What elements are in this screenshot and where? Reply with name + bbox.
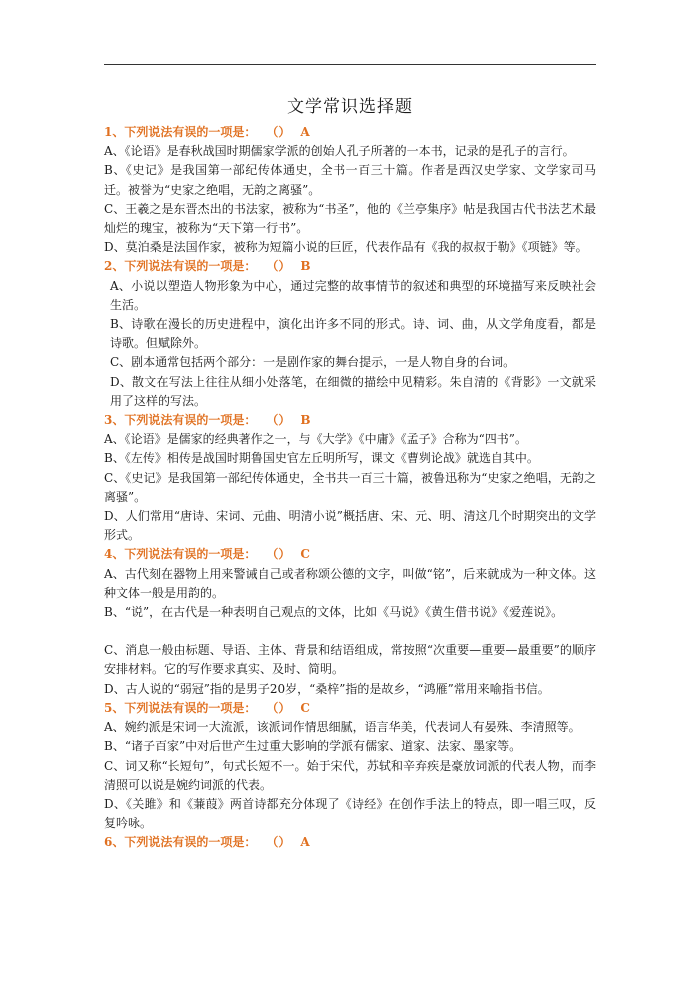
question-stem: 5、下列说法有误的一项是： （） C xyxy=(104,700,310,715)
question-stem: 6、下列说法有误的一项是： （） A xyxy=(104,835,310,850)
option-text: D、古人说的“弱冠”指的是男子20岁，“桑梓”指的是故乡，“鸿雁”常用来喻指书信。 xyxy=(104,681,550,696)
option-text: B、诗歌在漫长的历史进程中，演化出许多不同的形式。诗、词、曲，从文学角度看，都是诗歌。但赋除外。 xyxy=(110,317,596,351)
question-stem: 1、下列说法有误的一项是： （） A xyxy=(104,125,310,139)
option-text: B、“诸子百家”中对后世产生过重大影响的学派有儒家、道家、法家、墨家等。 xyxy=(104,739,522,754)
option-text: C、词又称“长短句”，句式长短不一。始于宋代，苏轼和辛弃疾是豪放词派的代表人物，而李清照可以说是婉约词派的代表。 xyxy=(104,758,596,792)
answer-key: A xyxy=(300,125,310,139)
header-rule xyxy=(104,64,596,65)
option-text: A、《论语》是春秋战国时期儒家学派的创始人孔子所著的一本书，记录的是孔子的言行。 xyxy=(104,144,575,159)
option-text: A、《论语》是儒家的经典著作之一，与《大学》《中庸》《孟子》合称为“四书”。 xyxy=(104,432,527,447)
document-title: 文学常识选择题 xyxy=(287,97,413,117)
question-list xyxy=(104,123,596,853)
option-text: C、《史记》是我国第一部纪传体通史，全书共一百三十篇，被鲁迅称为“史家之绝唱，无韵之离骚”。 xyxy=(104,470,596,504)
answer-key: C xyxy=(300,547,310,562)
question-stem: 2、下列说法有误的一项是： （） B xyxy=(104,259,311,274)
option-text: B、“说”，在古代是一种表明自己观点的文体，比如《马说》《黄生借书说》《爱莲说》。 xyxy=(104,605,564,620)
blank-line xyxy=(104,622,596,641)
option-text: B、《左传》相传是战国时期鲁国史官左丘明所写，课文《曹刿论战》就选自其中。 xyxy=(104,451,539,466)
option-text: A、古代刻在器物上用来警诫自己或者称颂公德的文字，叫做“铭”，后来就成为一种文体。这种文体一般是用韵的。 xyxy=(104,566,596,600)
option-text: D、莫泊桑是法国作家，被称为短篇小说的巨匠，代表作品有《我的叔叔于勒》《项链》等。 xyxy=(104,240,588,255)
option-text: C、剧本通常包括两个部分：一是剧作家的舞台提示，一是人物自身的台词。 xyxy=(110,355,516,370)
option-text: B、《史记》是我国第一部纪传体通史，全书一百三十篇。作者是西汉史学家、文学家司马迁。被誉为“史家之绝唱，无韵之离骚”。 xyxy=(104,163,596,197)
option-text: D、人们常用“唐诗、宋词、元曲、明清小说”概括唐、宋、元、明、清这几个时期突出的文学形式。 xyxy=(104,509,596,543)
option-text: C、王羲之是东晋杰出的书法家，被称为“书圣”，他的《兰亭集序》帖是我国古代书法艺术最灿烂的瑰宝，被称为“天下第一行书”。 xyxy=(104,201,596,236)
option-text: D、散文在写法上往往从细小处落笔，在细微的描绘中见精彩。朱自清的《背影》一文就采用了这样的写法。 xyxy=(110,374,596,408)
question-stem: 4、下列说法有误的一项是： （） C xyxy=(104,547,310,562)
option-text: A、婉约派是宋词一大流派，该派词作情思细腻，语言华美，代表词人有晏殊、李清照等。 xyxy=(104,720,581,735)
answer-key: B xyxy=(300,259,311,274)
option-text: D、《关雎》和《蒹葭》两首诗都充分体现了《诗经》在创作手法上的特点，即一唱三叹，反复吟咏。 xyxy=(104,796,596,831)
answer-key: B xyxy=(300,413,311,428)
answer-key: A xyxy=(300,835,310,850)
option-text: A、小说以塑造人物形象为中心，通过完整的故事情节的叙述和典型的环境描写来反映社会生活。 xyxy=(110,278,596,312)
answer-key: C xyxy=(300,700,310,715)
question-stem: 3、下列说法有误的一项是： （） B xyxy=(104,413,311,428)
option-text: C、消息一般由标题、导语、主体、背景和结语组成，常按照“次重要—重要—最重要”的顺序安排材料。它的写作要求真实、及时、简明。 xyxy=(104,643,596,677)
